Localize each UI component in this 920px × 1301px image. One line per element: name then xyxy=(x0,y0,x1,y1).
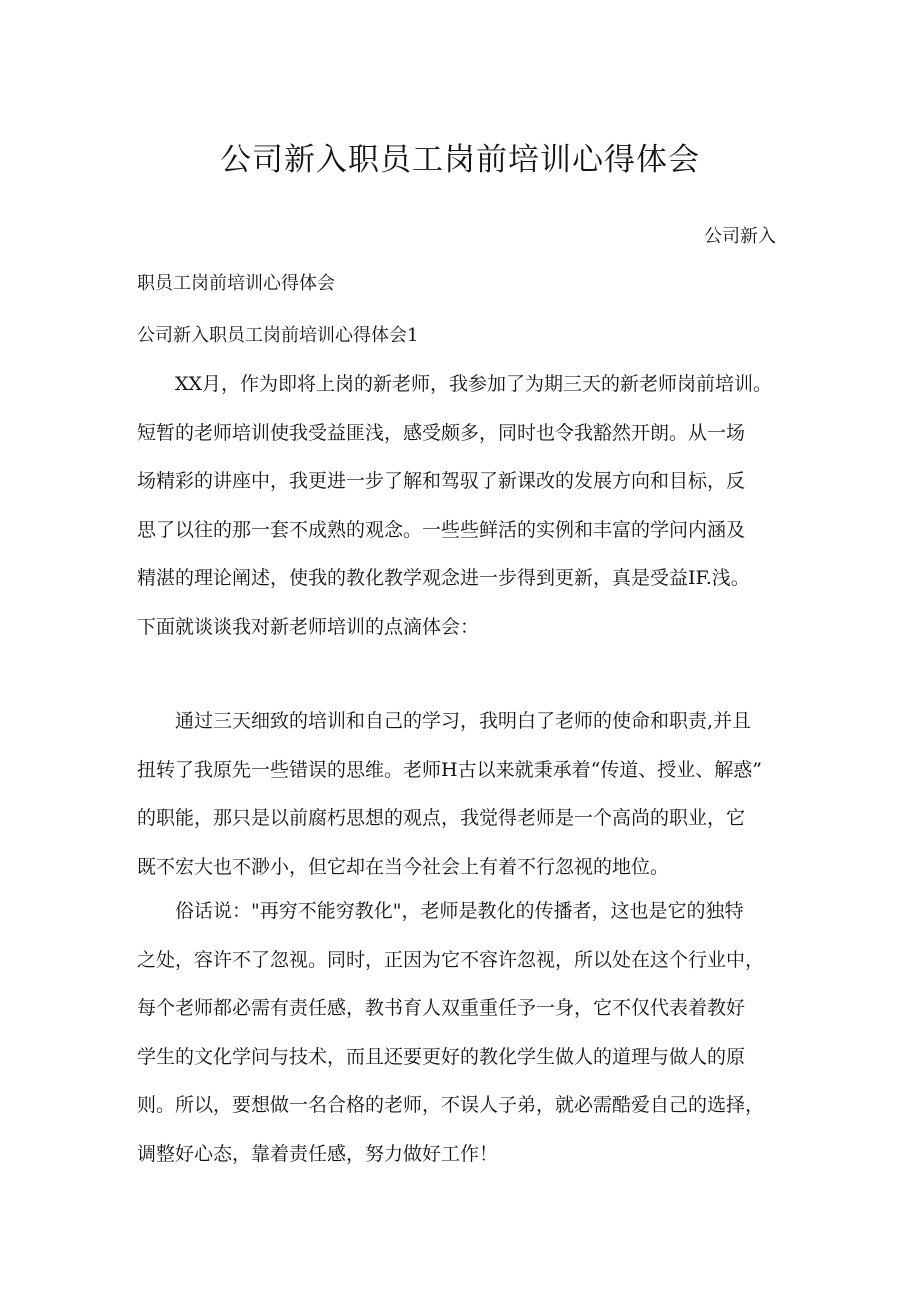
paragraph-line: 通过三天细致的培训和自己的学习，我明白了老师的使命和职责,并且 xyxy=(175,710,752,732)
paragraph-line: 则。所以，要想做一名合格的老师，不误人子弟，就必需酷爱自己的选择， xyxy=(137,1094,765,1116)
paragraph-line: 俗话说："再穷不能穷教化"，老师是教化的传播者，这也是它的独特 xyxy=(175,900,744,922)
paragraph-line: 场精彩的讲座中，我更进一步了解和驾驭了新课改的发展方向和目标，反 xyxy=(137,470,746,492)
paragraph-line: 调整好心态，靠着责任感，努力做好工作！ xyxy=(137,1142,499,1165)
paragraph-line: 精湛的理论阐述，使我的教化教学观念进一步得到更新，真是受益IF.浅。 xyxy=(137,567,750,589)
document-title: 公司新入职员工岗前培训心得体会 xyxy=(220,142,700,178)
paragraph-2 xyxy=(137,697,797,891)
paragraph-1 xyxy=(137,360,797,651)
paragraph-line: 的职能，那只是以前腐朽思想的观点，我觉得老师是一个高尚的职业，它 xyxy=(137,807,746,829)
paragraph-line: 学生的文化学问与技术，而且还要更好的教化学生做人的道理与做人的原 xyxy=(137,1045,746,1068)
paragraph-line: 下面就谈谈我对新老师培训的点滴体会： xyxy=(137,615,480,638)
subtitle-2: 公司新入职员工岗前培训心得体会1 xyxy=(137,325,419,346)
paragraph-line: 每个老师都必需有责任感，教书育人双重重任予一身，它不仅代表着教好 xyxy=(137,997,746,1019)
paragraph-line: 扭转了我原先一些错误的思维。老师H古以来就秉承着“传道、授业、解惑” xyxy=(137,758,762,781)
paragraph-line: 思了以往的那一套不成熟的观念。一些些鲜活的实例和丰富的学问内涵及 xyxy=(137,518,746,541)
paragraph-line: 之处，容许不了忽视。同时，正因为它不容许忽视，所以处在这个行业中， xyxy=(137,948,765,971)
subtitle-1: 职员工岗前培训心得体会 xyxy=(137,273,335,294)
paragraph-line: XX月，作为即将上岗的新老师，我参加了为期三天的新老师岗前培训。 xyxy=(175,373,773,395)
paragraph-line: 既不宏大也不渺小，但它却在当今社会上有着不行忽视的地位。 xyxy=(137,855,670,878)
paragraph-3 xyxy=(137,887,797,1178)
author-line: 公司新入 xyxy=(704,226,776,247)
paragraph-line: 短暂的老师培训使我受益匪浅，感受颇多，同时也令我豁然开朗。从一场 xyxy=(137,421,746,444)
